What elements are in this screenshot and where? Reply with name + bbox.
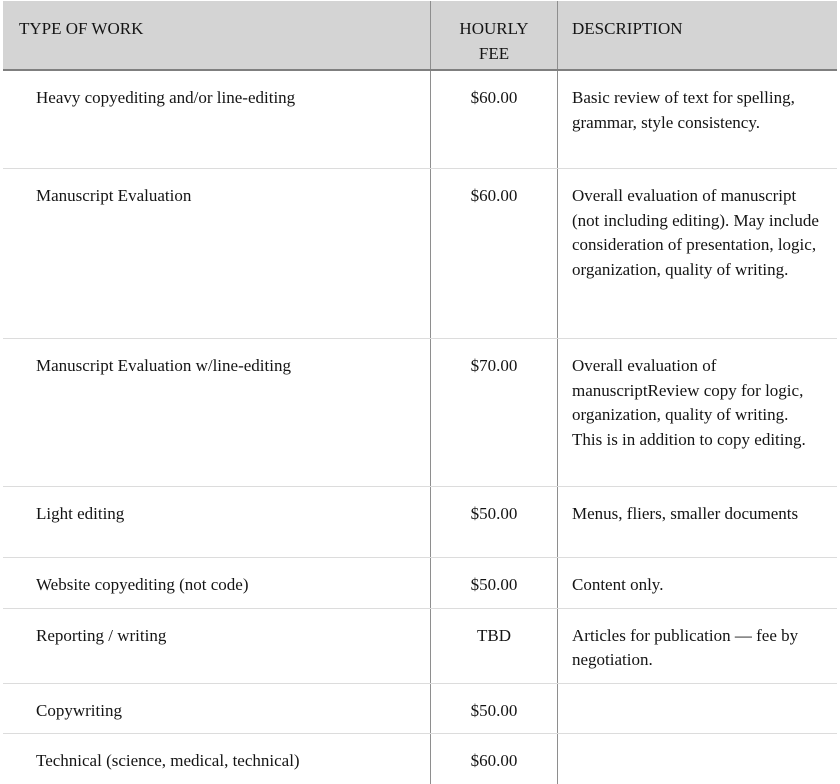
work-type-cell: Website copyediting (not code) (36, 575, 249, 594)
hourly-fee-cell: $50.00 (430, 684, 557, 734)
description-cell: Articles for publication — fee by negotiation. (557, 609, 837, 683)
description-cell: Overall evaluation of manuscriptReview copy for logic, organization, quality of writing. This is in addition to copy editing. (557, 339, 837, 486)
table-row (3, 486, 837, 557)
work-type-cell: Copywriting (36, 700, 122, 720)
hourly-fee-cell: $70.00 (430, 339, 557, 486)
hourly-fee-cell: $60.00 (430, 734, 557, 784)
hourly-fee-cell: $60.00 (430, 169, 557, 338)
description-cell: Basic review of text for spelling, grammar, style consistency. (557, 71, 837, 168)
work-type-cell: Manuscript Evaluation (36, 186, 192, 205)
description-cell: Overall evaluation of manuscript (not including editing). May include consideration of presentation, logic, organization, quality of writing. (557, 169, 837, 338)
work-type-cell: Reporting / writing (36, 625, 167, 645)
table-row (3, 683, 837, 734)
table-header-row (3, 1, 837, 71)
description-cell (557, 684, 837, 734)
column-header-description: DESCRIPTION (557, 1, 837, 69)
table-row (3, 338, 837, 486)
table-row (3, 557, 837, 608)
table-row (3, 733, 837, 784)
column-header-type-of-work: TYPE OF WORK (19, 19, 144, 38)
hourly-fee-cell: $50.00 (430, 487, 557, 557)
description-cell: Menus, fliers, smaller documents (557, 487, 837, 557)
hourly-fee-cell: TBD (430, 609, 557, 683)
work-type-cell: Light editing (36, 504, 125, 523)
description-cell: Content only. (557, 558, 837, 608)
work-type-cell: Heavy copyediting and/or line-editing (36, 88, 296, 107)
hourly-fee-cell: $50.00 (430, 558, 557, 608)
work-type-cell: Manuscript Evaluation w/line-editing (36, 356, 291, 375)
hourly-fee-cell: $60.00 (430, 71, 557, 168)
rates-table (3, 1, 837, 784)
table-row (3, 168, 837, 338)
table-row (3, 71, 837, 168)
table-row (3, 608, 837, 683)
work-type-cell: Technical (science, medical, technical) (36, 751, 300, 770)
description-cell (557, 734, 837, 784)
column-header-hourly-fee: HOURLY FEE (430, 1, 557, 69)
